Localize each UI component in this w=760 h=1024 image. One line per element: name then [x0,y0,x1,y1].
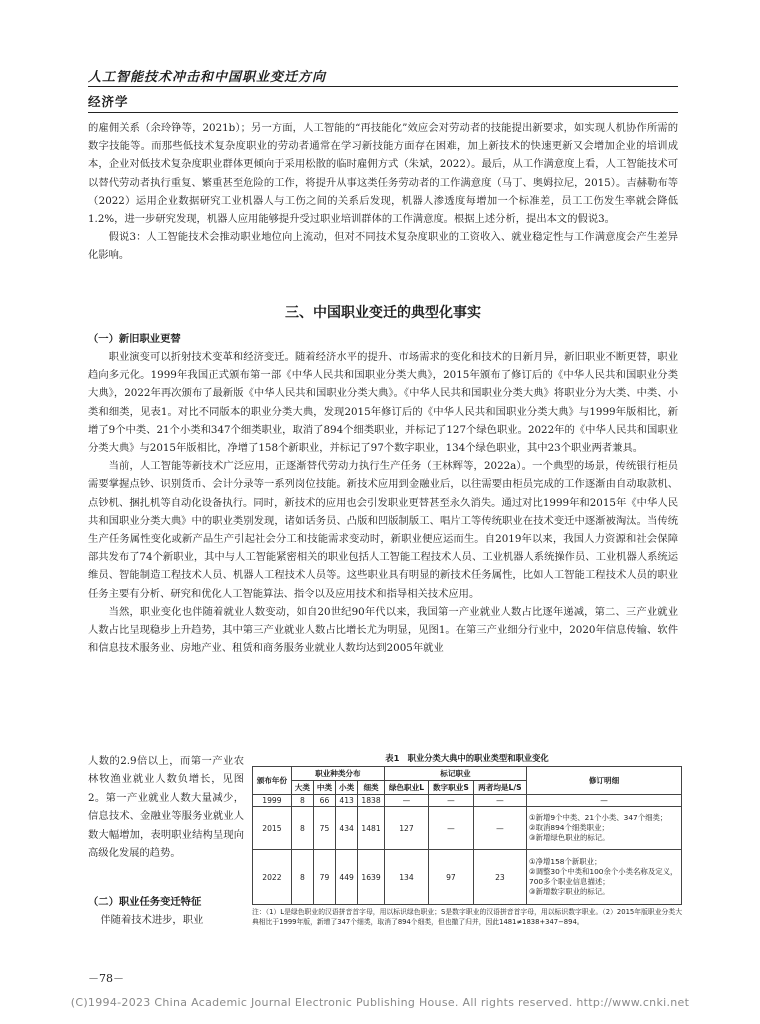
occupation-table [252,766,682,905]
cell-minor: 434 [336,807,358,850]
table-row [253,807,682,850]
th-detail: 细类 [358,781,385,795]
cell-year: 1999 [253,795,292,807]
subsection-heading-1: （一）新旧职业更替 [88,333,181,345]
cell-digital: — [429,807,474,850]
section-heading: 三、中国职业变迁的典型化事实 [285,305,481,321]
cell-year: 2015 [253,807,292,850]
left-column-text: 人数的2.9倍以上，而第一产业农林牧渔业就业人数负增长，见图2。第一产业就业人数大量减少，信息技术、金融业等服务业就业人数大幅增加，表明职业结构呈现向高级化发展的趋势。 [88,755,244,860]
th-notes: 修订明细 [527,767,682,795]
table-row [253,795,682,807]
table-note: 注：（1）L是绿色职业的汉语拼音首字母，用以标识绿色职业；S是数字职业的汉语拼音首字母，用以标识数字职业。（2）2015年版职业分类大典相比于1999年版，新增了347个细类，取消了894个细类，但也撤了归并，因此1481≠1838+347−894。 [252,908,682,926]
cell-middle: 79 [313,850,335,905]
left-column-text-2 [88,911,244,929]
cell-digital: 97 [429,850,474,905]
th-green: 绿色职业L [384,781,428,795]
cell-both: — [473,807,526,850]
th-marked: 标记职业 [384,767,526,781]
paragraph-1: 的雇佣关系（余玲铮等，2021b）；另一方面，人工智能的“再技能化”效应会对劳动者的技能提出新要求，如实现人机协作所需的数字技能等。而那些低技术复杂度职业的劳动者通常在学习新技能方面存在困难，加上新技术的快速更新又会增加企业的培训成本，企业对低技术复杂度职业群体更倾向于采用松散的临时雇佣方式（朱斌，2022）。最后，从工作满意度上看，人工智能技术可以替代劳动者执行重复、繁重甚至危险的工作，将提升从事这类任务劳动者的工作满意度（马丁、奥姆拉尼，2015）。吉赫勒布等（2022）运用企业数据研究工业机器人与工伤之间的关系后发现，机器人渗透度每增加一个标准差，员工工伤发生率就会降低1.2%，进一步研究发现，机器人应用能够提升受过职业培训群体的工作满意度。根据上述分析，提出本文的假说3。 [88,122,678,226]
cell-notes [527,807,682,850]
cell-green: 127 [384,807,428,850]
cell-minor: 413 [336,795,358,807]
th-both: 两者均是L/S [473,781,526,795]
cell-both: — [473,795,526,807]
note-line: ③新增绿色职业的标记。 [529,833,610,842]
running-title: 人工智能技术冲击和中国职业变迁方向 [88,70,327,85]
cell-year: 2022 [253,850,292,905]
cell-notes [527,850,682,905]
paragraph-3: 职业演变可以折射技术变革和经济变迁。随着经济水平的提升、市场需求的变化和技术的日新月异，新旧职业不断更替，职业趋向多元化。1999年我国正式颁布第一部《中华人民共和国职业分类大典》，2015年颁布了修订后的《中华人民共和国职业分类大典》，2022年再次颁布了最新版《中华人民共和国职业分类大典》。《中华人民共和国职业分类大典》将职业分为大类、中类、小类和细类，见表1。对比不同版本的职业分类大典，发现2015年修订后的《中华人民共和国职业分类大典》与1999年版相比，新增了9个中类、21个小类和347个细类职业，取消了894个细类职业，并标记了127个绿色职业。2022年的《中华人民共和国职业分类大典》与2015年版相比，净增了158个新职业，并标记了97个数字职业，134个绿色职业，其中23个职业两者兼具。 [88,351,678,455]
cell-major: 8 [291,795,313,807]
th-major: 大类 [291,781,313,795]
cell-minor: 449 [336,850,358,905]
paragraph-hypothesis-3: 假说3：人工智能技术会推动职业地位向上流动，但对不同技术复杂度职业的工资收入、就业稳定性与工作满意度会产生差异化影响。 [88,231,678,262]
th-categories: 职业种类分布 [291,767,384,781]
cell-green: 134 [384,850,428,905]
cell-detail: 1838 [358,795,385,807]
cell-middle: 75 [313,807,335,850]
note-line: ①净增158个新职业； [529,857,602,866]
paragraph-4: 当前，人工智能等新技术广泛应用，正逐渐替代劳动力执行生产任务（王林辉等，2022a）。一个典型的场景，传统银行柜员需要掌握点钞、识别货币、会计分录等一系列岗位技能。新技术应用到金融业后，以往需要由柜员完成的工作逐渐由自动取款机、点钞机、捆扎机等自动化设备执行。同时，新技术的应用也会引发职业更替甚至永久消失。通过对比1999年和2015年《中华人民共和国职业分类大典》中的职业类别发现，诸如话务员、凸版和凹版制版工、唱片工等传统职业在技术变迁中逐渐被淘汰。当传统生产任务属性变化或新产品生产引起社会分工和技能需求变动时，新职业便应运而生。自2019年以来，我国人力资源和社会保障部共发布了74个新职业，其中与人工智能紧密相关的职业包括人工智能工程技术人员、工业机器人系统操作员、工业机器人系统运维员、智能制造工程技术人员、机器人工程技术人员等。这些职业具有明显的新技术任务属性，比如人工智能工程技术人员的职业任务主要有分析、研究和优化人工智能算法、指令以及应用技术和指导相关技术应用。 [88,460,678,600]
body-text-top [88,119,678,265]
note-line: ②调整30个中类和100余个小类名称及定义，700多个职业信息描述； [529,867,678,886]
th-minor: 小类 [336,781,358,795]
note-line: ①新增9个中类、21个小类、347个细类； [529,813,668,822]
cell-detail: 1481 [358,807,385,850]
subsection-heading-2: （二）职业任务变迁特征 [88,896,202,908]
cell-digital: — [429,795,474,807]
left-column-continuation: 伴随着技术进步，职业 [100,914,204,926]
note-line: ③新增数字职业的标记。 [529,887,610,896]
th-digital: 数字职业S [429,781,474,795]
th-year: 颁布年份 [253,767,292,795]
table-1 [252,752,682,927]
table-row [253,850,682,905]
cell-green: — [384,795,428,807]
paragraph-5: 当然，职业变化也伴随着就业人数变动，如自20世纪90年代以来，我国第一产业就业人数占比逐年递减，第二、三产业就业人数占比呈现稳步上升趋势，其中第三产业就业人数占比增长尤为明显，见图1。在第三产业细分行业中，2020年信息传输、软件和信息技术服务业、房地产业、租赁和商务服务业就业人数均达到2005年就业 [88,605,678,655]
table-caption: 表1 职业分类大典中的职业类型和职业变化 [385,753,549,763]
th-middle: 中类 [313,781,335,795]
copyright-footer: (C)1994-2023 China Academic Journal Electronic Publishing House. All rights reserved. http://www.cnki.net [70,996,690,1009]
body-text-main [88,348,678,657]
cell-notes: — [527,795,682,807]
cell-major: 8 [291,807,313,850]
page-number: －78－ [88,972,124,985]
header-rule [88,86,678,87]
cell-middle: 66 [313,795,335,807]
cell-major: 8 [291,850,313,905]
section-label: 经济学 [88,94,129,109]
cell-both: 23 [473,850,526,905]
cell-detail: 1639 [358,850,385,905]
note-line: ②取消894个细类职业； [529,823,609,832]
header-rule-2 [88,112,678,113]
